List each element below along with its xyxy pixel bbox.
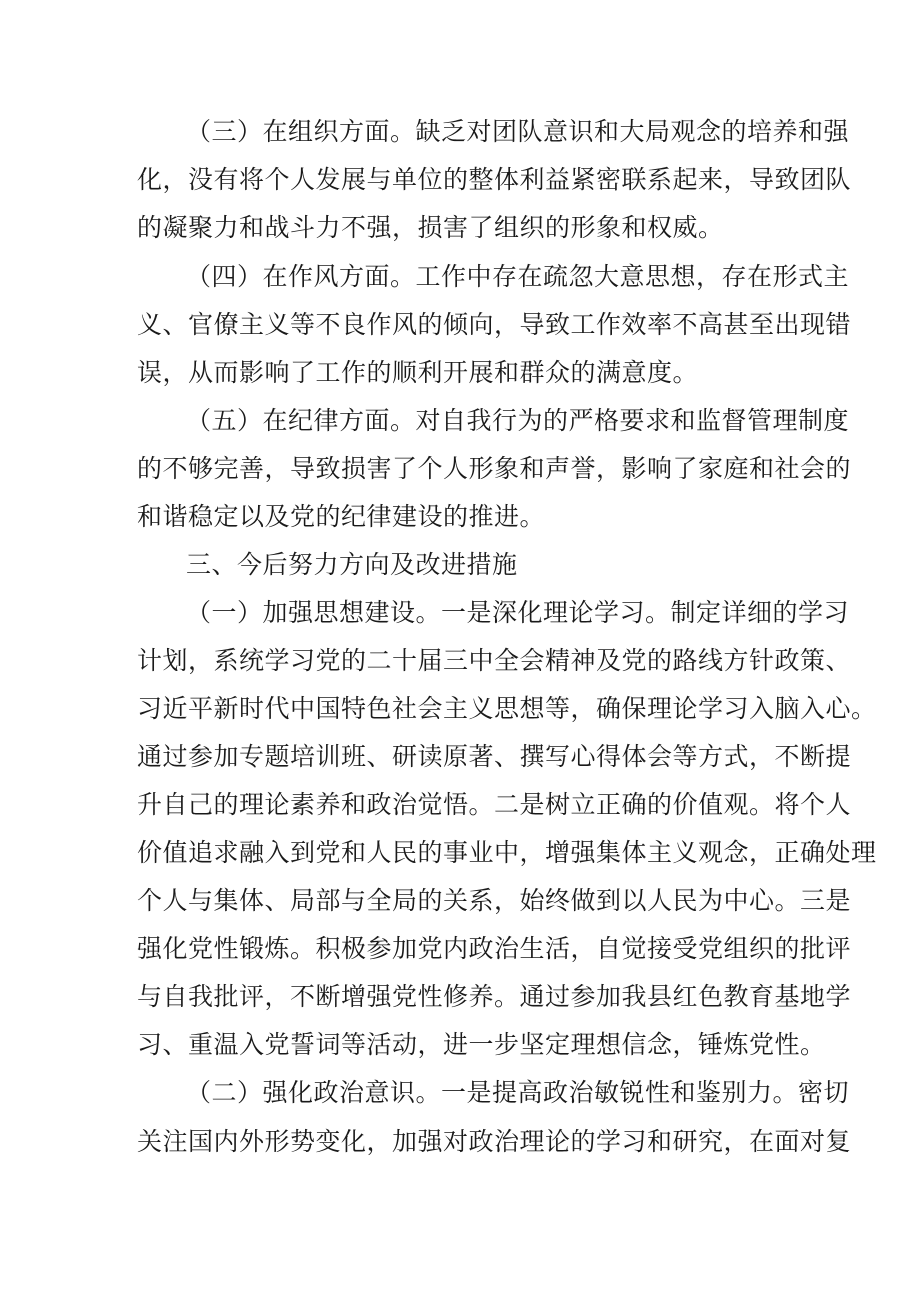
text-line: 和谐稳定以及党的纪律建设的推进。: [137, 502, 546, 531]
text-line: 化，没有将个人发展与单位的整体利益紧密联系起来，导致团队: [137, 165, 852, 194]
text-line: 义、官僚主义等不良作风的倾向，导致工作效率不高甚至出现错: [137, 310, 852, 339]
text-line: 的凝聚力和战斗力不强，损害了组织的形象和权威。: [137, 213, 724, 242]
text-line: 强化党性锻炼。积极参加党内政治生活，自觉接受党组织的批评: [137, 934, 852, 963]
text-line: 与自我批评，不断增强党性修养。通过参加我县红色教育基地学: [137, 982, 852, 1011]
section-heading: 三、今后努力方向及改进措施: [186, 550, 518, 579]
text-line: 的不够完善，导致损害了个人形象和声誉，影响了家庭和社会的: [137, 454, 852, 483]
text-line: 习近平新时代中国特色社会主义思想等，确保理论学习入脑入心。: [137, 694, 877, 723]
text-line: 关注国内外形势变化，加强对政治理论的学习和研究，在面对复: [137, 1127, 852, 1156]
text-line: 通过参加专题培训班、研读原著、撰写心得体会等方式，不断提: [137, 742, 852, 771]
text-line: 升自己的理论素养和政治觉悟。二是树立正确的价值观。将个人: [137, 790, 852, 819]
text-line: 计划，系统学习党的二十届三中全会精神及党的路线方针政策、: [137, 646, 852, 675]
text-line: （三）在组织方面。缺乏对团队意识和大局观念的培养和强: [186, 117, 850, 146]
text-line: 习、重温入党誓词等活动，进一步坚定理想信念，锤炼党性。: [137, 1030, 826, 1059]
text-line: 价值追求融入到党和人民的事业中，增强集体主义观念，正确处理: [137, 838, 877, 867]
text-line: 个人与集体、局部与全局的关系，始终做到以人民为中心。三是: [137, 886, 852, 915]
text-line: （一）加强思想建设。一是深化理论学习。制定详细的学习: [186, 598, 850, 627]
text-line: （四）在作风方面。工作中存在疏忽大意思想，存在形式主: [186, 262, 850, 291]
text-line: （五）在纪律方面。对自我行为的严格要求和监督管理制度: [186, 406, 850, 435]
text-line: 误，从而影响了工作的顺利开展和群众的满意度。: [137, 358, 699, 387]
text-line: （二）强化政治意识。一是提高政治敏锐性和鉴别力。密切: [186, 1078, 850, 1107]
